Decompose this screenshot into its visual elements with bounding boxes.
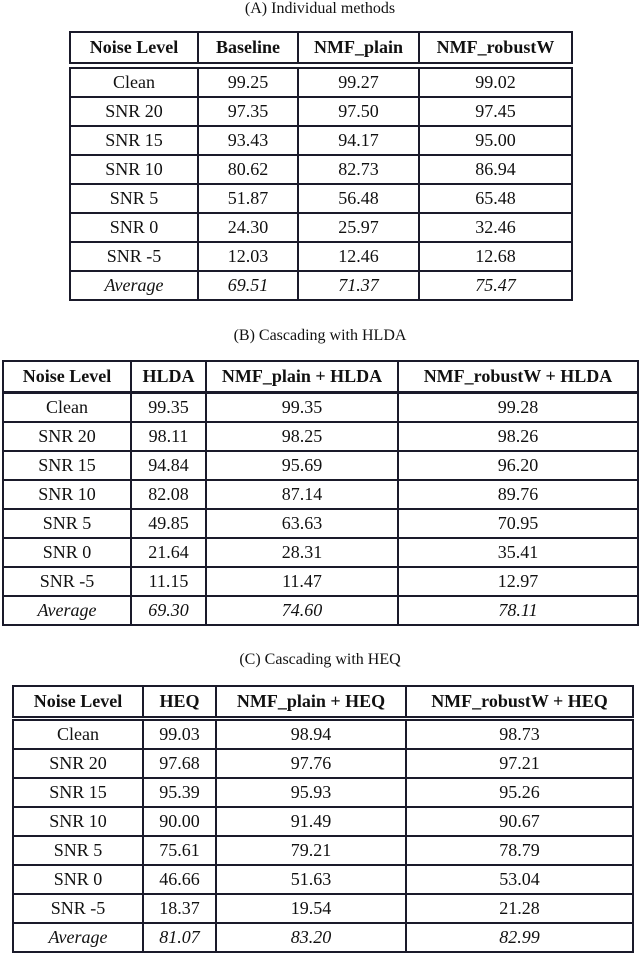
row-label: SNR 20: [70, 97, 198, 126]
table-caption-b: [0, 327, 640, 345]
table-cell: 56.48: [298, 184, 419, 213]
table-cell: 94.17: [298, 126, 419, 155]
average-row: [3, 596, 638, 625]
table-cell: 97.45: [419, 97, 572, 126]
table-caption-a: [0, 0, 640, 18]
column-header: NMF_robustW + HLDA: [398, 361, 638, 392]
table-cell: 32.46: [419, 213, 572, 242]
column-header: Noise Level: [13, 686, 143, 717]
table-cell: 94.84: [131, 451, 206, 480]
table-cell: 18.37: [143, 894, 216, 923]
table-cell: 99.35: [206, 393, 398, 422]
table-body-b: [2, 392, 639, 626]
column-header: Baseline: [198, 32, 298, 63]
table-cell: 51.63: [216, 865, 406, 894]
table-cell: 99.27: [298, 68, 419, 97]
table-body-a: [69, 67, 573, 301]
row-label: Average: [13, 923, 143, 952]
column-header: NMF_plain + HEQ: [216, 686, 406, 717]
table-cell: 21.64: [131, 538, 206, 567]
row-label: SNR -5: [13, 894, 143, 923]
table-cell: 28.31: [206, 538, 398, 567]
row-label: Average: [3, 596, 131, 625]
table-cell: 90.67: [406, 807, 633, 836]
table-cell: 78.11: [398, 596, 638, 625]
table-row: [70, 68, 572, 97]
table-row: [13, 778, 633, 807]
row-label: SNR 15: [13, 778, 143, 807]
header-row: [3, 361, 638, 392]
table-cell: 74.60: [206, 596, 398, 625]
column-header: Noise Level: [70, 32, 198, 63]
table-cell: 98.26: [398, 422, 638, 451]
table-cell: 19.54: [216, 894, 406, 923]
table-cell: 99.25: [198, 68, 298, 97]
caption-label: (C): [239, 651, 261, 668]
table-row: [70, 155, 572, 184]
table-cell: 75.61: [143, 836, 216, 865]
table-row: [3, 480, 638, 509]
table-row: [70, 184, 572, 213]
caption-text: Cascading with HLDA: [258, 327, 407, 344]
row-label: SNR -5: [70, 242, 198, 271]
table-cell: 95.26: [406, 778, 633, 807]
caption-label: (A): [244, 0, 268, 17]
table-cell: 49.85: [131, 509, 206, 538]
table-cell: 70.95: [398, 509, 638, 538]
table-header-c: [12, 685, 634, 718]
table-cell: 11.47: [206, 567, 398, 596]
table-cell: 78.79: [406, 836, 633, 865]
table-cell: 98.11: [131, 422, 206, 451]
table-cell: 86.94: [419, 155, 572, 184]
table-cell: 90.00: [143, 807, 216, 836]
row-label: SNR 10: [3, 480, 131, 509]
table-row: [3, 451, 638, 480]
caption-text: Individual methods: [271, 0, 396, 17]
table-row: [13, 720, 633, 749]
row-label: SNR 20: [13, 749, 143, 778]
row-label: SNR 10: [13, 807, 143, 836]
table-cell: 75.47: [419, 271, 572, 300]
table-cell: 98.73: [406, 720, 633, 749]
table-row: [3, 509, 638, 538]
table-cell: 97.50: [298, 97, 419, 126]
table-row: [13, 807, 633, 836]
table-cell: 83.20: [216, 923, 406, 952]
table-cell: 46.66: [143, 865, 216, 894]
header-row: [70, 32, 572, 63]
table-cell: 53.04: [406, 865, 633, 894]
row-label: SNR 15: [70, 126, 198, 155]
table-cell: 21.28: [406, 894, 633, 923]
table-cell: 65.48: [419, 184, 572, 213]
table-cell: 35.41: [398, 538, 638, 567]
table-header-b: [2, 360, 639, 393]
table-body-c: [12, 719, 634, 953]
table-row: [13, 749, 633, 778]
caption-label: (B): [233, 327, 255, 344]
row-label: SNR 0: [3, 538, 131, 567]
table-cell: 97.68: [143, 749, 216, 778]
table-cell: 99.03: [143, 720, 216, 749]
row-label: SNR 5: [3, 509, 131, 538]
table-cell: 81.07: [143, 923, 216, 952]
table-header-a: [69, 31, 573, 64]
table-cell: 80.62: [198, 155, 298, 184]
table-row: [70, 242, 572, 271]
table-row: [3, 393, 638, 422]
average-row: [13, 923, 633, 952]
column-header: NMF_robustW: [419, 32, 572, 63]
table-cell: 82.99: [406, 923, 633, 952]
table-cell: 12.46: [298, 242, 419, 271]
table-cell: 63.63: [206, 509, 398, 538]
table-cell: 95.69: [206, 451, 398, 480]
table-cell: 69.51: [198, 271, 298, 300]
table-cell: 99.28: [398, 393, 638, 422]
table-cell: 95.39: [143, 778, 216, 807]
row-label: SNR 15: [3, 451, 131, 480]
table-cell: 82.73: [298, 155, 419, 184]
table-cell: 98.94: [216, 720, 406, 749]
table-cell: 87.14: [206, 480, 398, 509]
column-header: NMF_plain + HLDA: [206, 361, 398, 392]
table-row: [13, 894, 633, 923]
table-cell: 98.25: [206, 422, 398, 451]
table-cell: 97.21: [406, 749, 633, 778]
table-cell: 51.87: [198, 184, 298, 213]
row-label: Clean: [70, 68, 198, 97]
table-cell: 24.30: [198, 213, 298, 242]
table-cell: 79.21: [216, 836, 406, 865]
table-cell: 69.30: [131, 596, 206, 625]
row-label: SNR 5: [13, 836, 143, 865]
table-row: [13, 836, 633, 865]
table-cell: 97.35: [198, 97, 298, 126]
table-cell: 82.08: [131, 480, 206, 509]
table-cell: 95.93: [216, 778, 406, 807]
row-label: SNR -5: [3, 567, 131, 596]
table-cell: 93.43: [198, 126, 298, 155]
row-label: SNR 0: [70, 213, 198, 242]
table-cell: 89.76: [398, 480, 638, 509]
row-label: SNR 0: [13, 865, 143, 894]
row-label: Average: [70, 271, 198, 300]
table-caption-c: [0, 651, 640, 669]
header-row: [13, 686, 633, 717]
average-row: [70, 271, 572, 300]
table-cell: 25.97: [298, 213, 419, 242]
column-header: NMF_plain: [298, 32, 419, 63]
row-label: SNR 5: [70, 184, 198, 213]
table-row: [13, 865, 633, 894]
table-row: [3, 538, 638, 567]
table-cell: 11.15: [131, 567, 206, 596]
table-cell: 95.00: [419, 126, 572, 155]
table-row: [3, 567, 638, 596]
table-row: [3, 422, 638, 451]
row-label: Clean: [13, 720, 143, 749]
row-label: Clean: [3, 393, 131, 422]
table-row: [70, 213, 572, 242]
table-row: [70, 126, 572, 155]
table-cell: 96.20: [398, 451, 638, 480]
table-row: [70, 97, 572, 126]
table-cell: 99.02: [419, 68, 572, 97]
column-header: HLDA: [131, 361, 206, 392]
column-header: HEQ: [143, 686, 216, 717]
row-label: SNR 20: [3, 422, 131, 451]
table-cell: 12.97: [398, 567, 638, 596]
table-cell: 99.35: [131, 393, 206, 422]
caption-text: Cascading with HEQ: [264, 651, 401, 668]
table-cell: 71.37: [298, 271, 419, 300]
column-header: Noise Level: [3, 361, 131, 392]
column-header: NMF_robustW + HEQ: [406, 686, 633, 717]
table-cell: 97.76: [216, 749, 406, 778]
row-label: SNR 10: [70, 155, 198, 184]
table-cell: 12.68: [419, 242, 572, 271]
table-cell: 12.03: [198, 242, 298, 271]
table-cell: 91.49: [216, 807, 406, 836]
